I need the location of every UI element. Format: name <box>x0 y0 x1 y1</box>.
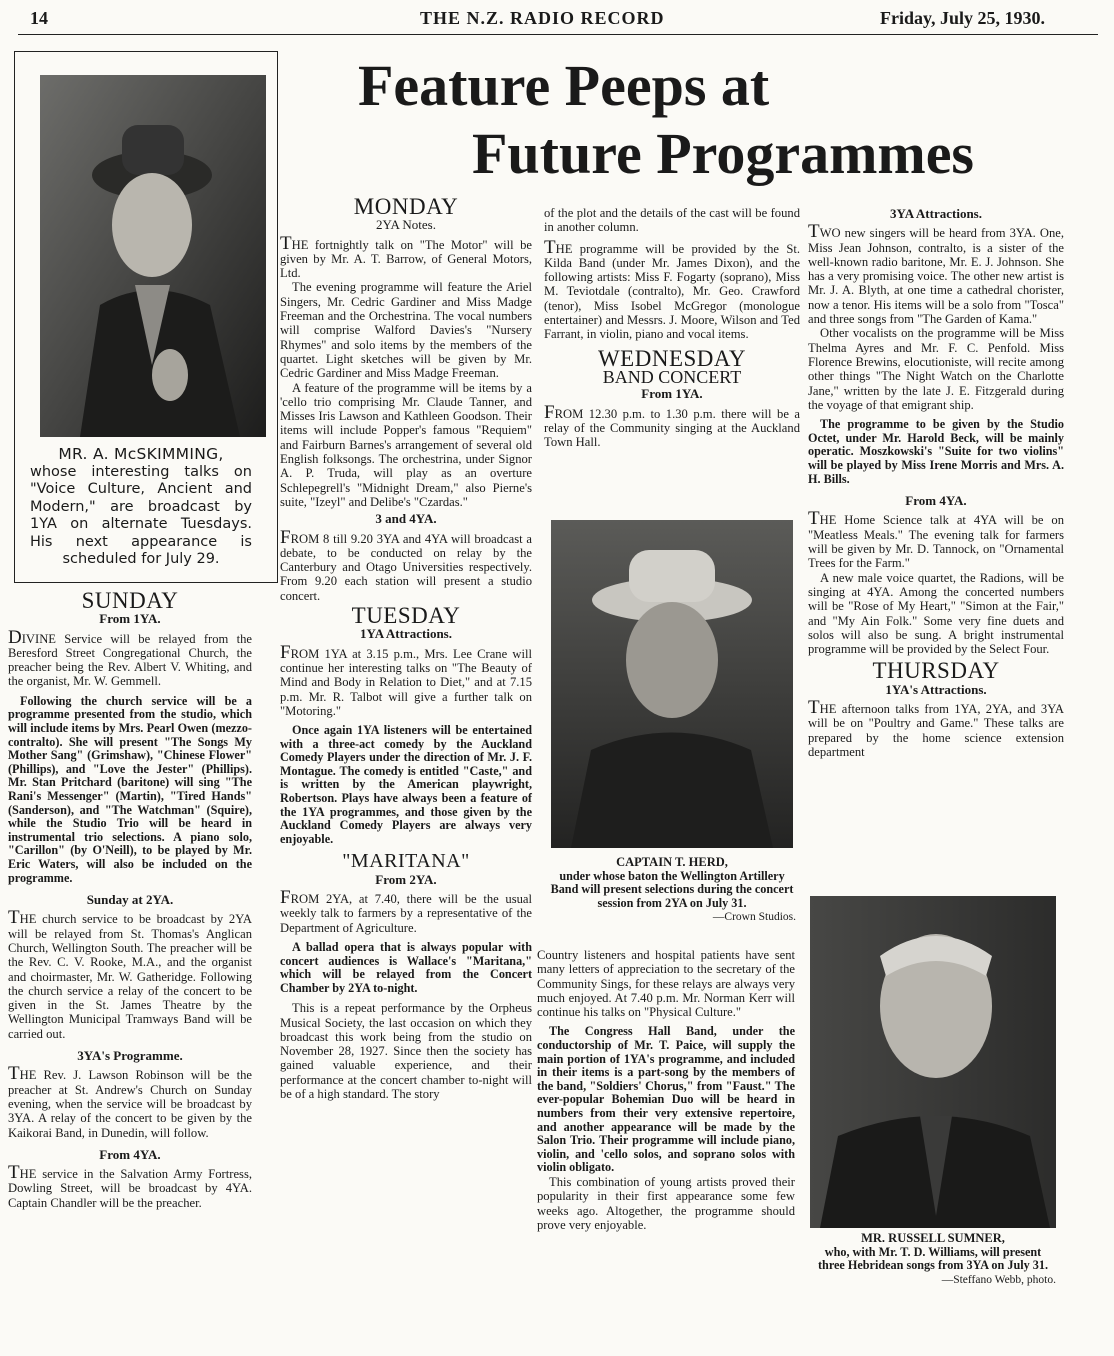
portrait-image <box>551 520 793 848</box>
thursday-para-1: THE afternoon talks from 1YA, 2YA, and 3YA will be on "Poultry and Game." These talks are prepared by the home science extension department <box>808 696 1064 759</box>
sunday-para-4: THE Rev. J. Lawson Robinson will be the preacher at St. Andrew's Church on Sunday evening, when the service will be broadcast by 3YA. A relay of the concert to be given by the Kaikorai Band, in Dunedin, will follow. <box>8 1063 252 1140</box>
sumner-caption-name: MR. RUSSELL SUMNER, <box>861 1231 1005 1245</box>
sunday-sub-3ya: 3YA's Programme. <box>77 1048 183 1064</box>
sunday-para-1: DIVINE Service will be relayed from the Beresford Street Congregational Church, the preacher being the Rev. Albert V. Whiting, and the organist, Mr. W. Gemmell. <box>8 626 252 689</box>
monday-para-3: A feature of the programme will be items by a 'cello trio comprising Mr. Claude Tanner, and Misses Iris Lawson and Kathleen Goodson. Their items will include Popper's famous "Requiem" and Fairburn Barnes's arrangement of several old English folksongs. The orchestrina, under Signor A. P. Truda, will play as an overture Schlepegrell's "Midnight Dream," also Pierne's suite, "Izeyl" and Delibe's "Czardas." <box>280 380 532 509</box>
wednesday-sub-1ya: From 1YA. <box>641 386 703 402</box>
publication-name: THE N.Z. RADIO RECORD <box>420 8 665 28</box>
sumner-photo <box>810 896 1056 1228</box>
maritana-para-3: This is a repeat performance by the Orpheus Musical Society, the last occasion on which they broadcast this work being from the studio on November 28, 1927. Since then the society has gained valuable experience, and their performance at the concert chamber to-night will be of a high standard. The story <box>280 1001 532 1102</box>
mcskimming-photo <box>40 75 266 437</box>
header-rule <box>18 34 1098 35</box>
monday-sub-2ya: 2YA Notes. <box>376 217 436 233</box>
herd-caption-name: CAPTAIN T. HERD, <box>616 855 728 869</box>
monday-heading: MONDAY <box>353 194 459 219</box>
maritana-sub-2ya: From 2YA. <box>375 871 437 887</box>
maritana-para-1: FROM 2YA, at 7.40, there will be the usual weekly talk to farmers by a representative of the Department of Agriculture. <box>280 887 532 935</box>
sumner-caption-text: who, with Mr. T. D. Williams, will present three Hebridean songs from 3YA on July 31. <box>817 1244 1048 1273</box>
herd-caption <box>548 856 796 925</box>
issue-date: Friday, July 25, 1930. <box>880 8 1046 28</box>
maritana-para-2: A ballad opera that is always popular with concert audiences is Wallace's "Maritana," which will be relayed from the Concert Chamber by 2YA to-night. <box>280 939 532 995</box>
thursday-sub-1ya: 1YA's Attractions. <box>885 681 987 697</box>
sumner-photo-credit: —Steffano Webb, photo. <box>941 1273 1056 1286</box>
page-title-line2: Future Programmes <box>472 121 975 186</box>
column-monday <box>280 194 532 1102</box>
portrait-image <box>40 75 266 437</box>
column-thursday <box>808 204 1064 759</box>
caption-name: MR. A. McSKIMMING, <box>58 445 224 463</box>
sumner-caption <box>810 1232 1056 1287</box>
herd-photo-credit: —Crown Studios. <box>712 911 796 924</box>
sunday-sub-2ya: Sunday at 2YA. <box>86 892 174 908</box>
column-wednesday <box>544 206 800 449</box>
sunday-para-5: THE service in the Salvation Army Fortress, Dowling Street, will be broadcast by 4YA. Captain Chandler will be the preacher. <box>8 1162 252 1210</box>
wednesday-sub-4ya: From 4YA. <box>905 493 967 509</box>
tuesday-heading: TUESDAY <box>351 603 461 629</box>
tuesday-para-2: Once again 1YA listeners will be entertained with a three-act comedy by the Auckland Comedy Players under the direction of Mr. J. F. Montague. The comedy is entitled "Caste," and is written by the American playwright, Robertson. Plays have always been a feature of the 1YA programmes, and those given by the Auckland Comedy Players are always very enjoyable. <box>280 723 532 846</box>
tuesday-para-1: FROM 1YA at 3.15 p.m., Mrs. Lee Crane will continue her interesting talks on "The Beauty of Mind and Body in Relation to Diet," and at 7.15 p.m. Mr. R. Talbot will give a further talk on "Motoring." <box>280 641 532 718</box>
thursday-heading: THURSDAY <box>872 658 1000 684</box>
monday-para-4: FROM 8 till 9.20 3YA and 4YA will broadcast a debate, to be conducted on relay by the Canterbury and Otago Universities respectively. From 9.20 each station will present a studio concert. <box>280 526 532 603</box>
wednesday-para-9: A new male voice quartet, the Radions, will be singing at 4YA. Among the concerted numbers will be "Rose of My Heart," "Simon at the Fair," and "My Ain Folk." Some very fine duets and solos will also be sung. A bright instrumental programme will be provided by the Select Four. <box>808 570 1064 657</box>
wednesday-para-3: The Congress Hall Band, under the conductorship of Mr. T. Paice, will supply the main portion of 1YA's programme, and included in their items is a part-song by the members of the band, "Soldiers' Chorus," from "Faust." The ever-popular Bohemian Duo will be heard in numbers from their very extensive repertoire, and another appearance will be made by the Salon Trio. Their programme will include piano, violin, and 'cello solos, and soprano solos with violin obligato. <box>537 1024 795 1175</box>
wednesday-sub-band-concert: BAND CONCERT <box>602 366 742 387</box>
sunday-sub-1ya: From 1YA. <box>99 611 161 627</box>
mcskimming-caption <box>30 446 252 569</box>
wednesday-para-8: THE Home Science talk at 4YA will be on "Meatless Meals." The evening talk for farmers will be given by Mr. D. Tannock, on "Ornamental Trees for the Farm." <box>808 508 1064 571</box>
caption-text: whose interesting talks on "Voice Culture, Ancient and Modern," are broadcast by 1YA on alternate Tuesdays. His next appearance is scheduled for July 29. <box>30 463 252 567</box>
portrait-image <box>810 896 1056 1228</box>
wednesday-sub-3ya: 3YA Attractions. <box>890 206 982 221</box>
sunday-para-2: Following the church service will be a programme presented from the studio, which will include items by Mrs. Pearl Owen (mezzo-contralto). She will present "The Songs My Mother Sang" (Grimshaw), "Chinese Flower" (Phillips), and "Love the Jester" (Phillips). Mr. Stan Pritchard (baritone) will sing "The Rani's Messenger" (Martin), "Tired Hands" (Sanderson), and "The Watchman" (Squire), while the Studio Trio will be heard in instrumental trio selections. A piano solo, "Carillon" (by O'Neill), to be played by Mr. Eric Waters, will also be included on the programme. <box>8 693 252 885</box>
maritana-para-4: THE programme will be provided by the St. Kilda Band (under Mr. James Dixon), and the following artists: Miss F. Fogarty (soprano), Miss M. Teviotdale (contralto), Mr. Geo. Crawford (tenor), Miss Isobel McGregor (monologue entertainer) and Messrs. J. Moore, Wilson and Ted Farrant, in violin, piano and vocal items. <box>544 236 800 342</box>
tuesday-sub-1ya: 1YA Attractions. <box>360 626 452 642</box>
column-wednesday-lower <box>537 948 795 1232</box>
page-title-line1: Feature Peeps at <box>358 53 770 118</box>
monday-para-1: THE fortnightly talk on "The Motor" will be given by Mr. A. T. Barrow, of General Motors, Ltd. <box>280 232 532 281</box>
sunday-heading: SUNDAY <box>81 588 179 613</box>
wednesday-para-6: Other vocalists on the programme will be Miss Thelma Ayres and Mr. F. C. Penfold. Miss Florence Brewins, elocutioniste, will recite among other things "The Night Watch on the Charlotte Jane," written by the late J. E. Fitzgerald during the voyage of that emigrant ship. <box>808 326 1064 412</box>
monday-sub-3-4ya: 3 and 4YA. <box>375 511 437 527</box>
wednesday-para-1: FROM 12.30 p.m. to 1.30 p.m. there will be a relay of the Community singing at the Auckland Town Hall. <box>544 401 800 450</box>
wednesday-para-7: The programme to be given by the Studio Octet, under Mr. Harold Beck, will be mainly operatic. Moszkowski's "Suite for two violins" will be played by Miss Irene Morris and Mrs. A. H. Bills. <box>808 417 1064 486</box>
herd-photo <box>551 520 793 848</box>
wednesday-para-4: This combination of young artists proved their popularity in their first appearance some few weeks ago. Altogether, the programme should prove very enjoyable. <box>537 1175 795 1232</box>
sunday-sub-4ya: From 4YA. <box>99 1146 161 1162</box>
wednesday-heading: WEDNESDAY <box>597 345 747 371</box>
maritana-heading: "MARITANA" <box>342 850 470 873</box>
column-sunday <box>8 588 252 1210</box>
page-number: 14 <box>30 8 48 28</box>
wednesday-para-2: Country listeners and hospital patients have sent many letters of appreciation to the secretary of the Community Sings, for these relays are always very much enjoyed. At 7.40 p.m. Mr. Norman Kerr will continue his talks on "Physical Culture." <box>537 948 795 1020</box>
wednesday-para-5: TWO new singers will be heard from 3YA. One, Miss Jean Johnson, contralto, is a sister of the well-known radio baritone, Mr. E. J. Johnson. She has a very promising voice. The other new artist is Mr. J. A. Blyth, at one time a cathedral chorister, now a tenor. His items will be a solo from "Tosca" and three songs from "The Garden of Kama." <box>808 221 1064 327</box>
maritana-para-3-cont: of the plot and the details of the cast will be found in another column. <box>544 206 800 235</box>
monday-para-2: The evening programme will feature the Ariel Singers, Mr. Cedric Gardiner and Miss Madge Freeman and the Orchestrina. The vocal numbers will comprise Walford Davies's "Nursery Rhymes" and solo items by the members of the quartet. Light sketches will be given by Mr. Cedric Gardiner and Miss Madge Freeman. <box>280 280 532 381</box>
sunday-para-3: THE church service to be broadcast by 2YA will be relayed from St. Thomas's Anglican Church, Wellington South. The preacher will be the Rev. C. V. Rooke, M.A., and the organist and choirmaster, Mr. W. Gatheridge. Following the church service a relay of the concert to be given in the St. James Theatre by the Wellington Municipal Tramways Band will be carried out. <box>8 907 252 1041</box>
herd-caption-text: under whose baton the Wellington Artillery Band will present selections during the concert session from 2YA on July 31. <box>550 868 794 910</box>
